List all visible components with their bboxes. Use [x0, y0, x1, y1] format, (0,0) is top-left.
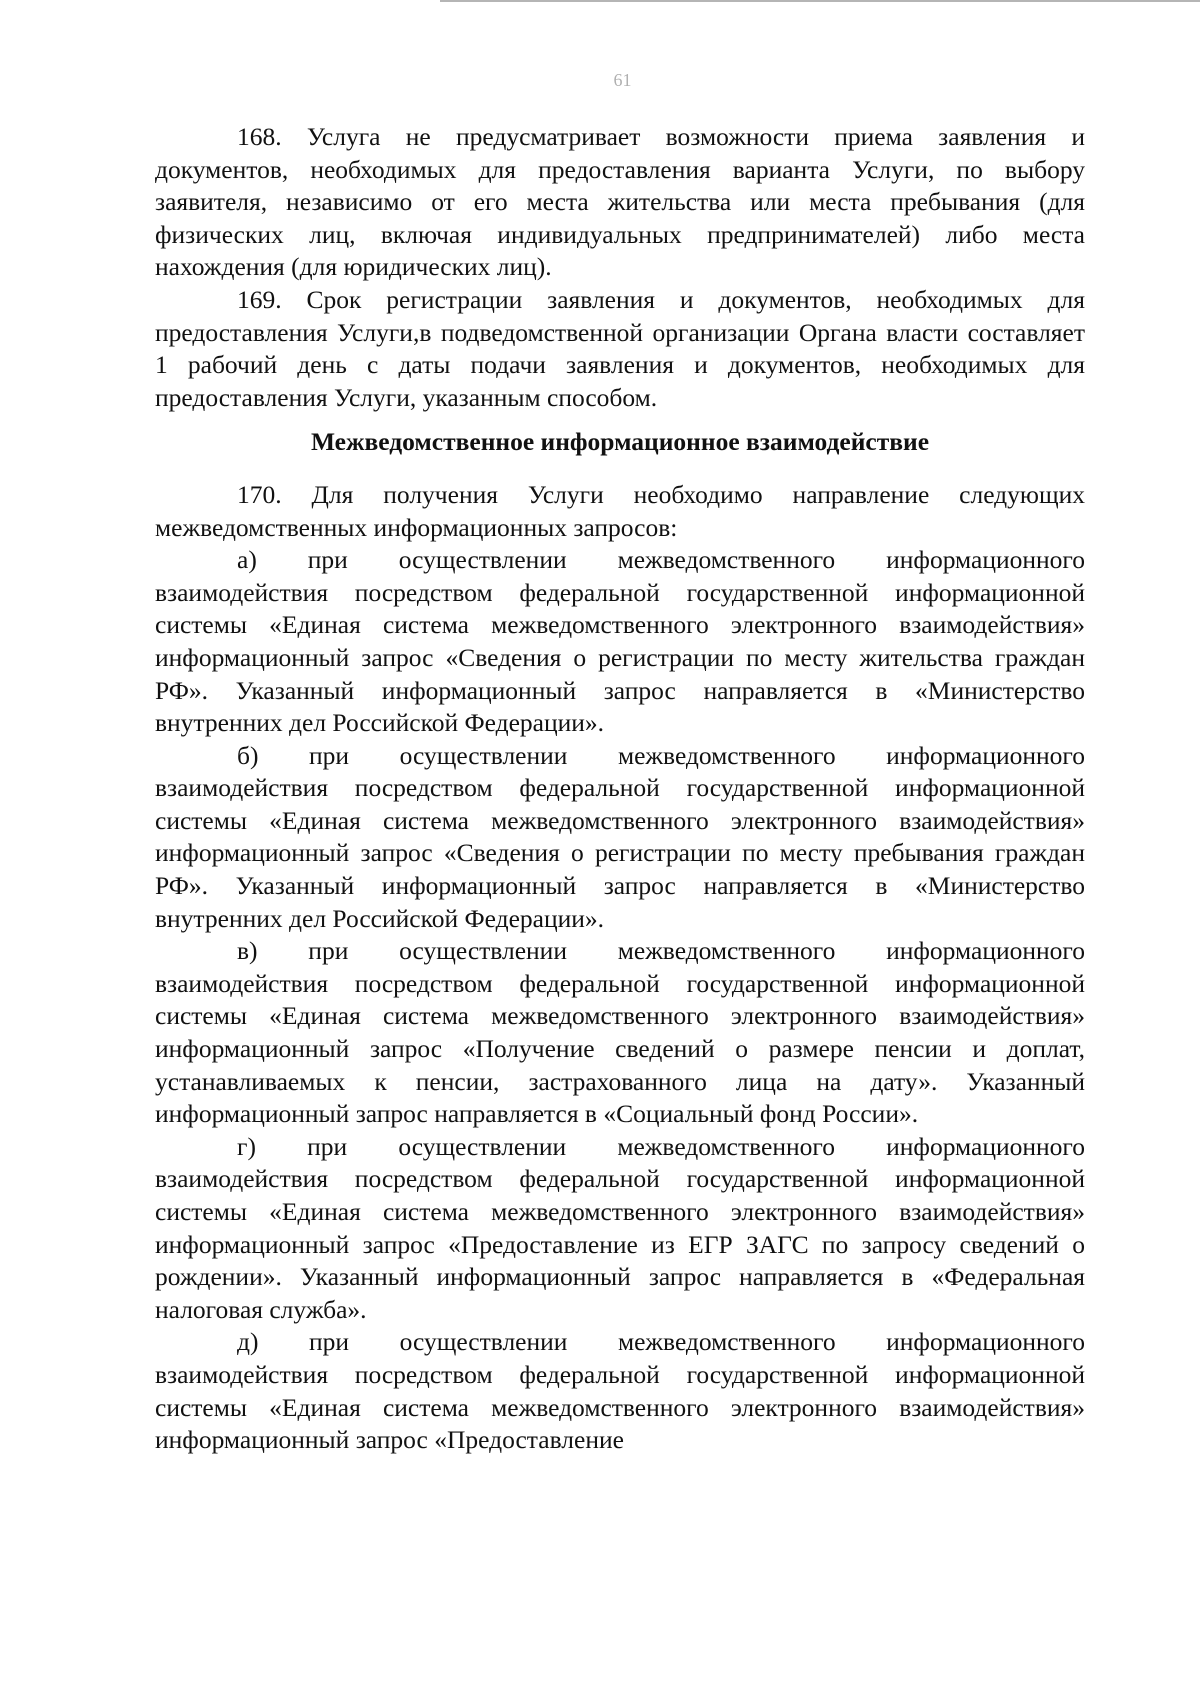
- paragraph-170-g: г) при осуществлении межведомственного информационного взаимодействия посредством федеральной государственной информационной системы «Единая система межведомственного электронного взаимодействия» информационный запрос «Предоставление из ЕГР ЗАГС по запросу сведений о рождении». Указанный информационный запрос направляется в «Федеральная налоговая служба».: [155, 1131, 1085, 1324]
- paragraph-168: 168. Услуга не предусматривает возможности приема заявления и документов, необходимых для предоставления варианта Услуги, по выбору заявителя, независимо от его места жительства или места пребывания (для физических лиц, включая индивидуальных предпринимателей) либо места нахождения (для юридических лиц).: [155, 122, 1085, 282]
- page-number: 61: [613, 70, 632, 90]
- paragraph-170-v: в) при осуществлении межведомственного информационного взаимодействия посредством федеральной государственной информационной системы «Единая система межведомственного электронного взаимодействия» информационный запрос «Получение сведений о размере пенсии и доплат, устанавливаемых к пенсии, застрахованного лица на дату». Указанный информационный запрос направляется в «Социальный фонд России».: [155, 936, 1085, 1129]
- section-heading: Межведомственное информационное взаимодействие: [310, 427, 930, 457]
- paragraph-170-a: а) при осуществлении межведомственного информационного взаимодействия посредством федеральной государственной информационной системы «Единая система межведомственного электронного взаимодействия» информационный запрос «Сведения о регистрации по месту жительства граждан РФ». Указанный информационный запрос направляется в «Министерство внутренних дел Российской Федерации».: [155, 545, 1085, 738]
- paragraph-169: 169. Срок регистрации заявления и документов, необходимых для предоставления Услуги,в подведомственной организации Органа власти составляет 1 рабочий день с даты подачи заявления и документов, необходимых для предоставления Услуги, указанным способом.: [155, 284, 1085, 412]
- paragraph-170-d: д) при осуществлении межведомственного информационного взаимодействия посредством федеральной государственной информационной системы «Единая система межведомственного электронного взаимодействия» информационный запрос «Предоставление: [155, 1327, 1085, 1455]
- scan-edge-line: [440, 0, 1200, 2]
- paragraph-170-b: б) при осуществлении межведомственного информационного взаимодействия посредством федеральной государственной информационной системы «Единая система межведомственного электронного взаимодействия» информационный запрос «Сведения о регистрации по месту пребывания граждан РФ». Указанный информационный запрос направляется в «Министерство внутренних дел Российской Федерации».: [155, 740, 1085, 933]
- paragraph-170: 170. Для получения Услуги необходимо направление следующих межведомственных информационных запросов:: [155, 479, 1085, 542]
- document-body: [155, 121, 1085, 1457]
